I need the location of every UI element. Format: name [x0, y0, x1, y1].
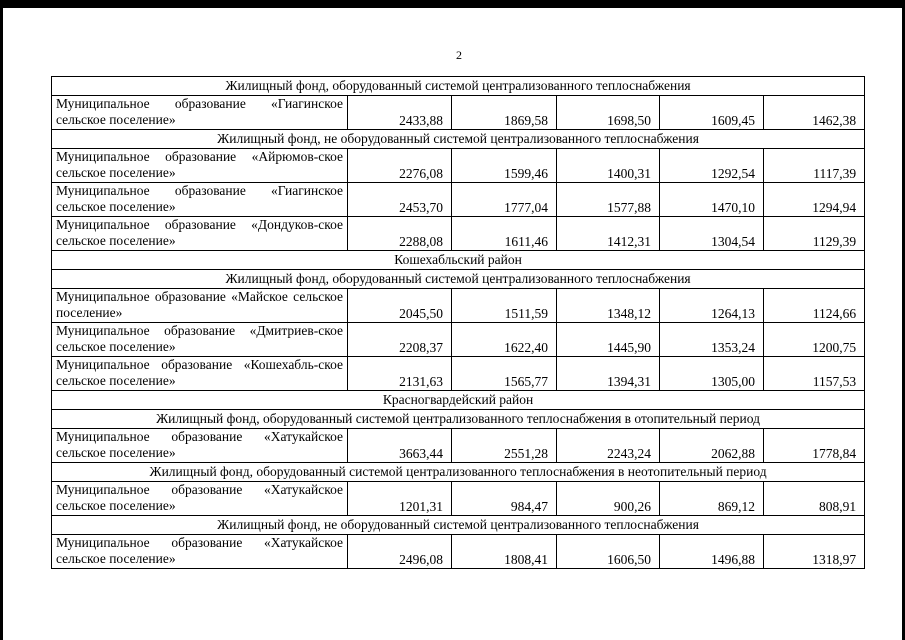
- value-cell: 2496,08: [348, 535, 452, 569]
- value-cell: 1606,50: [557, 535, 660, 569]
- value-cell: 1394,31: [557, 357, 660, 391]
- table-body: [52, 77, 865, 569]
- value-cell: 1511,59: [452, 289, 557, 323]
- section-heading: Красногвардейский район: [52, 391, 865, 410]
- value-cell: 2208,37: [348, 323, 452, 357]
- value-cell: 2551,28: [452, 429, 557, 463]
- value-cell: 1609,45: [660, 96, 764, 130]
- value-cell: 1117,39: [764, 149, 865, 183]
- table-row: [52, 482, 865, 516]
- municipality-name: Муниципальное образование «Хатукайское сельское поселение»: [52, 429, 348, 463]
- municipality-name: Муниципальное образование «Хатукайское сельское поселение»: [52, 482, 348, 516]
- value-cell: 1353,24: [660, 323, 764, 357]
- municipality-name: Муниципальное образование «Майское сельское поселение»: [52, 289, 348, 323]
- value-cell: 1412,31: [557, 217, 660, 251]
- value-cell: 1698,50: [557, 96, 660, 130]
- municipality-name: Муниципальное образование «Дондуков-ское сельское поселение»: [52, 217, 348, 251]
- value-cell: 2062,88: [660, 429, 764, 463]
- value-cell: 1124,66: [764, 289, 865, 323]
- value-cell: 1348,12: [557, 289, 660, 323]
- value-cell: 1462,38: [764, 96, 865, 130]
- value-cell: 2288,08: [348, 217, 452, 251]
- section-heading: Жилищный фонд, оборудованный системой централизованного теплоснабжения: [52, 77, 865, 96]
- value-cell: 2433,88: [348, 96, 452, 130]
- page-number: 2: [456, 48, 462, 62]
- value-cell: 1808,41: [452, 535, 557, 569]
- section-heading-row: [52, 463, 865, 482]
- municipality-name: Муниципальное образование «Айрюмов-ское сельское поселение»: [52, 149, 348, 183]
- value-cell: 1129,39: [764, 217, 865, 251]
- municipality-name: Муниципальное образование «Кошехабль-ское сельское поселение»: [52, 357, 348, 391]
- section-heading: Кошехабльский район: [52, 251, 865, 270]
- section-heading-row: [52, 270, 865, 289]
- table-row: [52, 535, 865, 569]
- value-cell: 1599,46: [452, 149, 557, 183]
- section-heading: Жилищный фонд, не оборудованный системой централизованного теплоснабжения: [52, 516, 865, 535]
- value-cell: 1318,97: [764, 535, 865, 569]
- value-cell: 869,12: [660, 482, 764, 516]
- value-cell: 984,47: [452, 482, 557, 516]
- value-cell: 1157,53: [764, 357, 865, 391]
- section-heading: Жилищный фонд, оборудованный системой централизованного теплоснабжения в отопительный период: [52, 410, 865, 429]
- section-heading-row: [52, 251, 865, 270]
- value-cell: 2045,50: [348, 289, 452, 323]
- section-heading-row: [52, 516, 865, 535]
- value-cell: 1611,46: [452, 217, 557, 251]
- value-cell: 900,26: [557, 482, 660, 516]
- section-heading-row: [52, 130, 865, 149]
- value-cell: 1292,54: [660, 149, 764, 183]
- value-cell: 1305,00: [660, 357, 764, 391]
- value-cell: 2453,70: [348, 183, 452, 217]
- table-row: [52, 289, 865, 323]
- value-cell: 3663,44: [348, 429, 452, 463]
- value-cell: 1294,94: [764, 183, 865, 217]
- value-cell: 1400,31: [557, 149, 660, 183]
- value-cell: 808,91: [764, 482, 865, 516]
- table-row: [52, 149, 865, 183]
- municipality-name: Муниципальное образование «Гиагинское сельское поселение»: [52, 183, 348, 217]
- section-heading-row: [52, 77, 865, 96]
- value-cell: 1622,40: [452, 323, 557, 357]
- tariff-table: [51, 76, 865, 569]
- municipality-name: Муниципальное образование «Дмитриев-ское сельское поселение»: [52, 323, 348, 357]
- value-cell: 1778,84: [764, 429, 865, 463]
- scan-top-border: [0, 0, 905, 8]
- value-cell: 2243,24: [557, 429, 660, 463]
- value-cell: 1470,10: [660, 183, 764, 217]
- section-heading: Жилищный фонд, оборудованный системой централизованного теплоснабжения: [52, 270, 865, 289]
- section-heading-row: [52, 391, 865, 410]
- value-cell: 1264,13: [660, 289, 764, 323]
- value-cell: 1577,88: [557, 183, 660, 217]
- municipality-name: Муниципальное образование «Хатукайское сельское поселение»: [52, 535, 348, 569]
- scan-left-border: [0, 0, 3, 640]
- table-row: [52, 183, 865, 217]
- municipality-name: Муниципальное образование «Гиагинское сельское поселение»: [52, 96, 348, 130]
- section-heading-row: [52, 410, 865, 429]
- value-cell: 2131,63: [348, 357, 452, 391]
- table-row: [52, 96, 865, 130]
- value-cell: 1869,58: [452, 96, 557, 130]
- section-heading: Жилищный фонд, оборудованный системой централизованного теплоснабжения в неотопительный период: [52, 463, 865, 482]
- value-cell: 1445,90: [557, 323, 660, 357]
- value-cell: 2276,08: [348, 149, 452, 183]
- value-cell: 1200,75: [764, 323, 865, 357]
- value-cell: 1304,54: [660, 217, 764, 251]
- table-row: [52, 323, 865, 357]
- table-row: [52, 217, 865, 251]
- table-row: [52, 357, 865, 391]
- value-cell: 1201,31: [348, 482, 452, 516]
- value-cell: 1777,04: [452, 183, 557, 217]
- section-heading: Жилищный фонд, не оборудованный системой централизованного теплоснабжения: [52, 130, 865, 149]
- value-cell: 1496,88: [660, 535, 764, 569]
- table-row: [52, 429, 865, 463]
- value-cell: 1565,77: [452, 357, 557, 391]
